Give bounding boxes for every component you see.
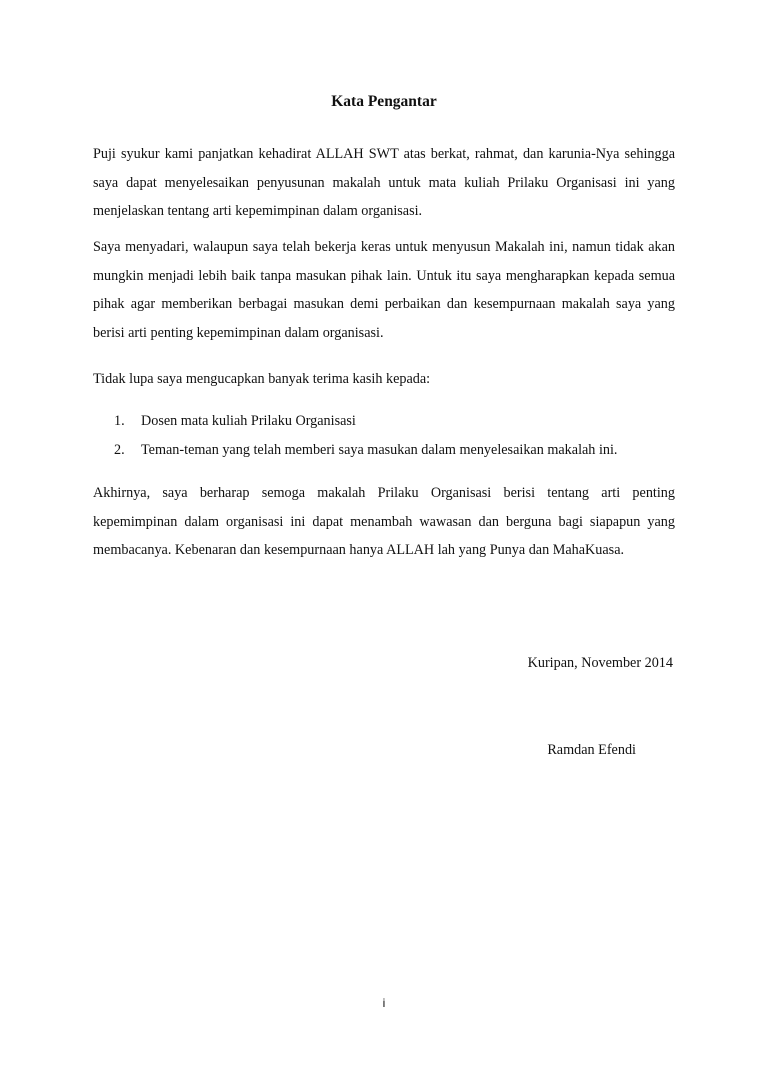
place-date: Kuripan, November 2014 [527, 655, 673, 671]
page-title: Kata Pengantar [331, 93, 437, 110]
list-item-text: Teman-teman yang telah memberi saya masukan dalam menyelesaikan makalah ini. [141, 441, 618, 458]
paragraph-opening: Puji syukur kami panjatkan kehadirat ALLAH SWT atas berkat, rahmat, dan karunia-Nya sehingga saya dapat menyelesaikan penyusunan makalah untuk mata kuliah Prilaku Organisasi ini yang menjelaskan tentang arti kepemimpinan dalam organisasi. [93, 146, 675, 219]
list-item [114, 407, 674, 436]
paragraph-thanks-intro: Tidak lupa saya mengucapkan banyak terima kasih kepada: [93, 371, 431, 387]
signer-name: Ramdan Efendi [547, 742, 636, 758]
paragraph-acknowledgement: Saya menyadari, walaupun saya telah bekerja keras untuk menyusun Makalah ini, namun tidak akan mungkin menjadi lebih baik tanpa masukan pihak lain. Untuk itu saya mengharapkan kepada semua pihak agar memberikan berbagai masukan demi perbaikan dan kesempurnaan makalah saya yang berisi arti penting kepemimpinan dalam organisasi. [93, 239, 675, 341]
list-item [114, 436, 674, 465]
paragraph-closing: Akhirnya, saya berharap semoga makalah Prilaku Organisasi berisi tentang arti penting kepemimpinan dalam organisasi ini dapat menambah wawasan dan berguna bagi siapapun yang membacanya. Kebenaran dan kesempurnaan hanya ALLAH lah yang Punya dan MahaKuasa. [93, 485, 675, 558]
list-item-text: Dosen mata kuliah Prilaku Organisasi [141, 413, 356, 429]
thanks-list [114, 407, 674, 464]
list-item-number: 1. [114, 413, 125, 429]
page-number: i [382, 996, 386, 1010]
list-item-number: 2. [114, 441, 125, 458]
